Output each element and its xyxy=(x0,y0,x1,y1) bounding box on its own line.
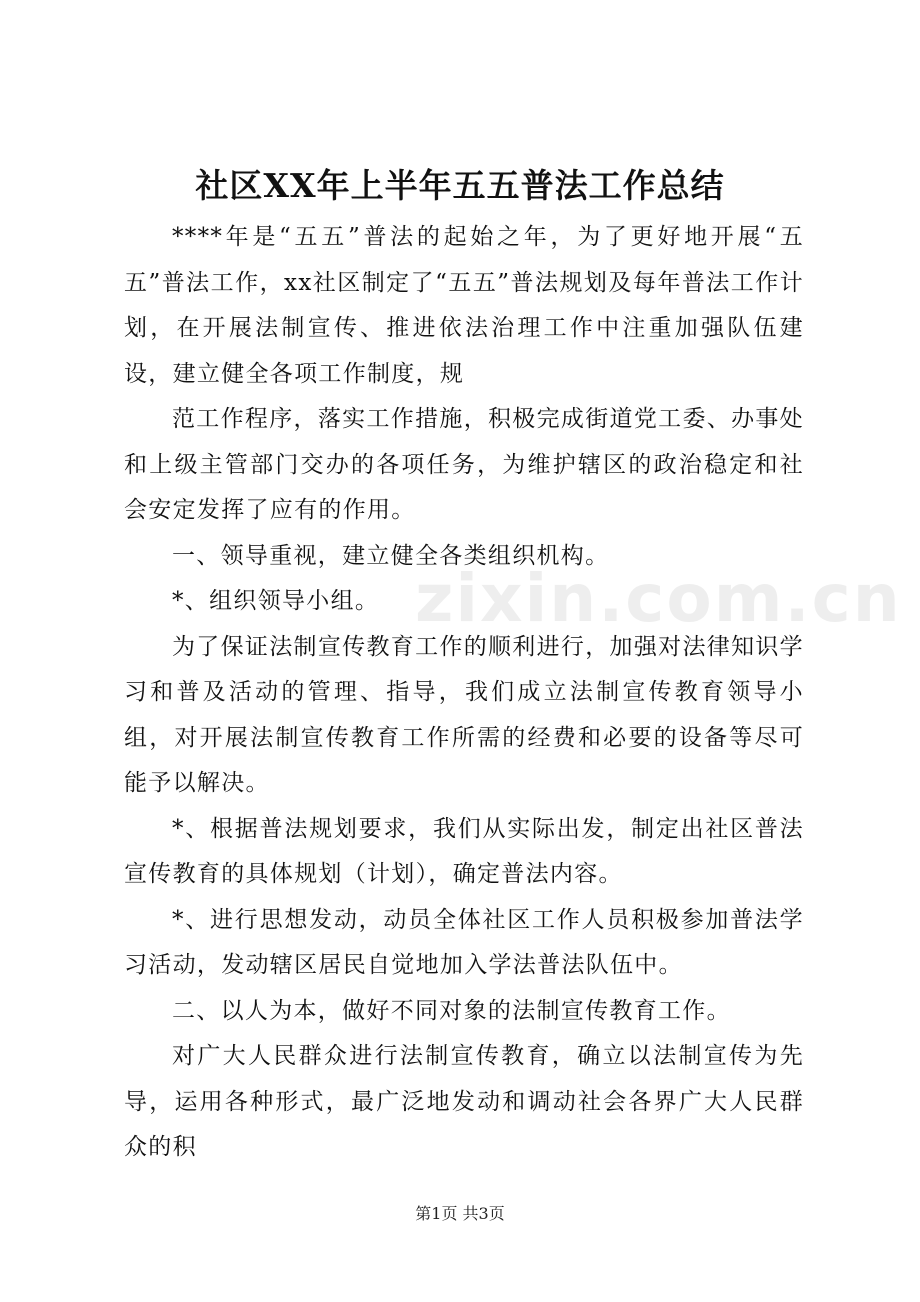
page-footer: 第1页 共3页 xyxy=(415,1204,505,1223)
paragraph-public-education: 对广大人民群众进行法制宣传教育，确立以法制宣传为先导，运用各种形式，最广泛地发动和调动社会各界广大人民群众的积 xyxy=(124,1043,804,1160)
document-title: 社区XX年上半年五五普法工作总结 xyxy=(195,166,725,205)
document-body xyxy=(124,215,804,1171)
paragraph-leadership-detail: 为了保证法制宣传教育工作的顺利进行，加强对法律知识学习和普及活动的管理、指导，我们成立法制宣传教育领导小组，对开展法制宣传教育工作所需的经费和必要的设备等尽可能予以解决。 xyxy=(124,633,804,796)
list-item-planning: *、根据普法规划要求，我们从实际出发，制定出社区普法宣传教育的具体规划（计划），确定普法内容。 xyxy=(124,815,804,887)
section-heading-2: 二、以人为本，做好不同对象的法制宣传教育工作。 xyxy=(172,997,731,1024)
watermark: zixin.com.cn xyxy=(415,560,902,637)
section-heading-1: 一、领导重视，建立健全各类组织机构。 xyxy=(172,542,610,569)
paragraph-continuation: 范工作程序，落实工作措施，积极完成街道党工委、办事处和上级主管部门交办的各项任务，为维护辖区的政治稳定和社会安定发挥了应有的作用。 xyxy=(124,406,804,523)
list-item-mobilization: *、进行思想发动，动员全体社区工作人员积极参加普法学习活动，发动辖区居民自觉地加入学法普法队伍中。 xyxy=(124,906,804,978)
list-item-leadership-group: *、组织领导小组。 xyxy=(172,588,380,614)
paragraph-intro: ****年是“五五”普法的起始之年，为了更好地开展“五五”普法工作，xx社区制定了“五五”普法规划及每年普法工作计划，在开展法制宣传、推进依法治理工作中注重加强队伍建设，建立健全各项工作制度，规 xyxy=(124,224,804,387)
